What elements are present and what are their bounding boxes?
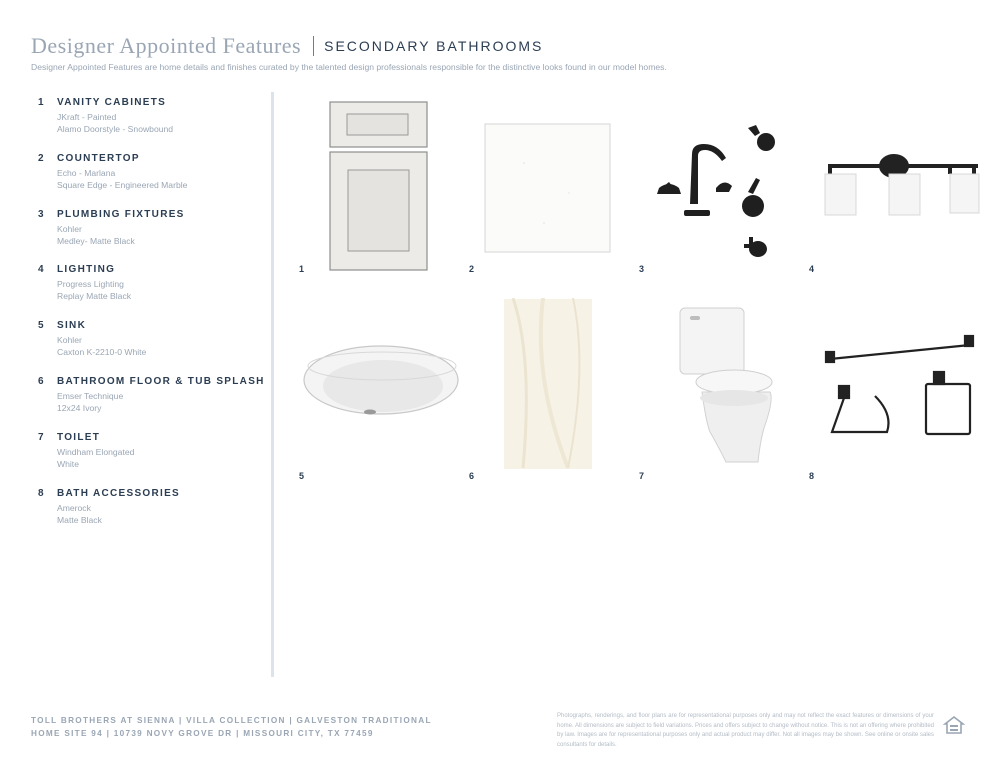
page-subtitle: Designer Appointed Features are home details and finishes curated by the talented design professionals responsible for the distinctive looks found in our model homes.	[31, 62, 667, 72]
feature-number: 3	[38, 208, 44, 220]
feature-item	[38, 209, 268, 265]
feature-item	[38, 97, 268, 153]
feature-title: COUNTERTOP	[57, 152, 140, 164]
feature-number: 8	[38, 487, 44, 499]
floor-tile-icon	[503, 298, 593, 470]
feature-detail: Medley- Matte Black	[57, 235, 135, 246]
toilet-icon	[676, 306, 776, 468]
feature-detail: Windham Elongated	[57, 446, 135, 457]
feature-detail: Caxton K-2210-0 White	[57, 347, 147, 358]
feature-detail: Square Edge - Engineered Marble	[57, 179, 188, 190]
bath-accessories-icon	[822, 332, 982, 440]
image-number: 6	[469, 471, 475, 481]
feature-item	[38, 488, 268, 544]
feature-detail: Alamo Doorstyle - Snowbound	[57, 124, 174, 134]
equal-housing-icon	[943, 714, 965, 736]
sink-icon	[300, 342, 462, 422]
feature-list	[38, 97, 268, 543]
feature-detail: Amerock	[57, 502, 91, 513]
page-title: Designer Appointed Features	[31, 33, 302, 58]
feature-title: PLUMBING FIXTURES	[57, 208, 185, 220]
feature-detail: Emser Technique	[57, 390, 124, 401]
image-number: 2	[469, 264, 475, 274]
feature-number: 1	[38, 97, 44, 108]
vanity-light-icon	[822, 150, 982, 220]
feature-number: 5	[38, 320, 44, 332]
page-header	[31, 33, 543, 59]
feature-title: BATHROOM FLOOR & TUB SPLASH	[57, 375, 265, 387]
footer-disclaimer: Photographs, renderings, and floor plans are for representational purposes only and may not reflect the exact features or dimensions of your home. All dimensions are subject to field variations. Prices and offers subject to change without notice. This is not an offering where prohibited by law. Images are for representational purposes only and actual product may differ. Not all images may be shown. See online or onsite sales consultants for details.	[557, 713, 934, 748]
image-number: 7	[639, 471, 645, 481]
cabinet-door-icon	[328, 100, 432, 274]
feature-detail: 12x24 Ivory	[57, 402, 102, 413]
feature-title: VANITY CABINETS	[57, 97, 167, 108]
feature-item	[38, 376, 268, 432]
feature-detail: White	[57, 458, 79, 469]
image-number: 1	[299, 264, 305, 274]
feature-title: SINK	[57, 320, 87, 332]
image-number: 8	[809, 471, 815, 481]
countertop-swatch-icon	[484, 123, 612, 254]
footer-community: TOLL BROTHERS AT SIENNA | VILLA COLLECTION | GALVESTON TRADITIONAL	[31, 716, 432, 725]
feature-title: BATH ACCESSORIES	[57, 487, 181, 499]
feature-detail: Replay Matte Black	[57, 291, 132, 302]
feature-detail: Progress Lighting	[57, 279, 124, 290]
feature-number: 6	[38, 375, 44, 387]
feature-number: 2	[38, 152, 44, 164]
image-number: 3	[639, 264, 645, 274]
image-number: 5	[299, 471, 305, 481]
faucet-fixtures-icon	[656, 120, 781, 262]
feature-detail: Kohler	[57, 335, 82, 346]
title-divider	[313, 36, 314, 56]
feature-detail: Kohler	[57, 223, 82, 234]
footer-address: HOME SITE 94 | 10739 NOVY GROVE DR | MISSOURI CITY, TX 77459	[31, 729, 374, 738]
feature-title: LIGHTING	[57, 264, 116, 276]
section-title: SECONDARY BATHROOMS	[324, 38, 544, 54]
feature-item	[38, 264, 268, 320]
feature-number: 4	[38, 264, 44, 276]
feature-item	[38, 320, 268, 376]
feature-detail: JKraft - Painted	[57, 112, 117, 122]
vertical-divider	[271, 92, 274, 677]
feature-title: TOILET	[57, 431, 101, 443]
feature-number: 7	[38, 431, 44, 443]
feature-detail: Matte Black	[57, 514, 102, 525]
feature-item	[38, 432, 268, 488]
feature-item	[38, 153, 268, 209]
image-number: 4	[809, 264, 815, 274]
feature-detail: Echo - Marlana	[57, 167, 116, 178]
